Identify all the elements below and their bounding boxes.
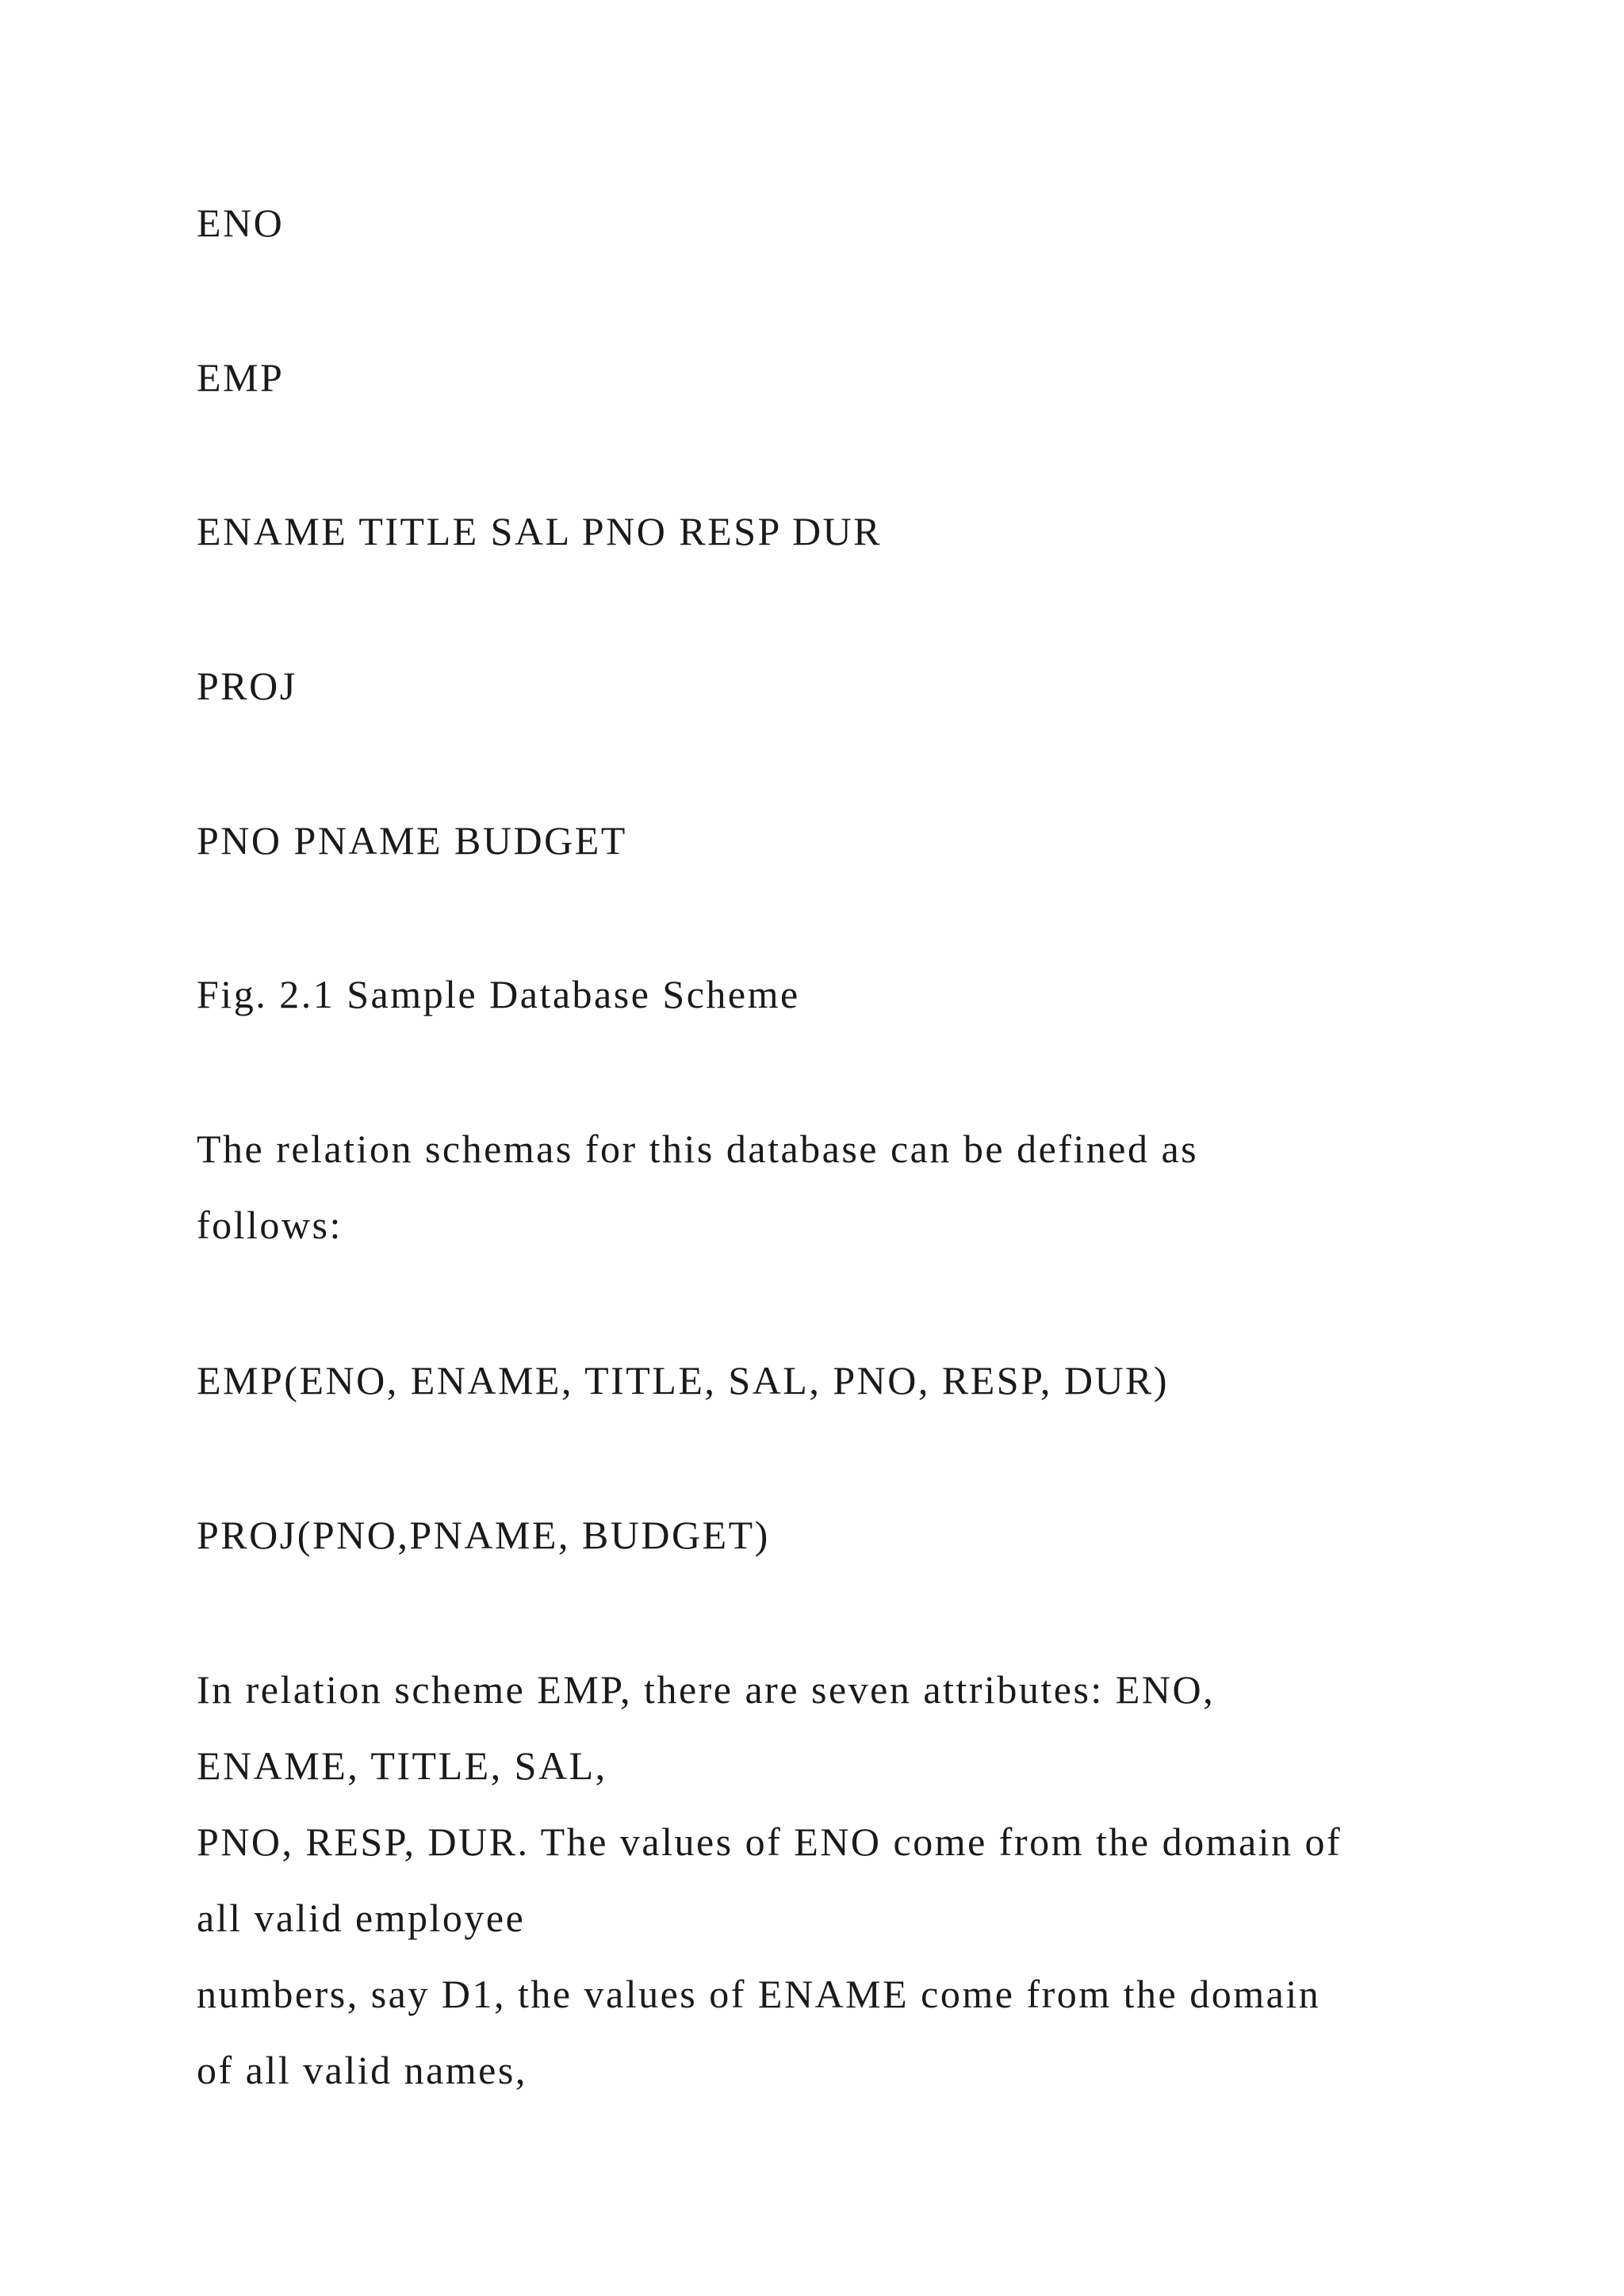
intro-line-2: follows: [197, 1203, 343, 1247]
schema-proj: PROJ(PNO,PNAME, BUDGET) [197, 1513, 770, 1557]
paragraph-line-5: numbers, say D1, the values of ENAME come from the domain [197, 1972, 1321, 2016]
diagram-label-emp-attributes: ENAME TITLE SAL PNO RESP DUR [197, 509, 883, 553]
intro-line-1: The relation schemas for this database can be defined as [197, 1127, 1199, 1171]
diagram-label-proj-attributes: PNO PNAME BUDGET [197, 818, 627, 863]
diagram-label-proj: PROJ [197, 664, 297, 708]
schema-emp: EMP(ENO, ENAME, TITLE, SAL, PNO, RESP, DUR) [197, 1358, 1170, 1402]
paragraph-line-2: ENAME, TITLE, SAL, [197, 1743, 607, 1788]
diagram-label-emp: EMP [197, 355, 285, 400]
paragraph-line-4: all valid employee [197, 1896, 526, 1940]
diagram-label-eno: ENO [197, 201, 285, 245]
paragraph-line-3: PNO, RESP, DUR. The values of ENO come from the domain of [197, 1820, 1342, 1864]
paragraph-line-6: of all valid names, [197, 2048, 527, 2092]
paragraph-line-1: In relation scheme EMP, there are seven attributes: ENO, [197, 1667, 1216, 1712]
figure-caption: Fig. 2.1 Sample Database Scheme [197, 972, 800, 1016]
